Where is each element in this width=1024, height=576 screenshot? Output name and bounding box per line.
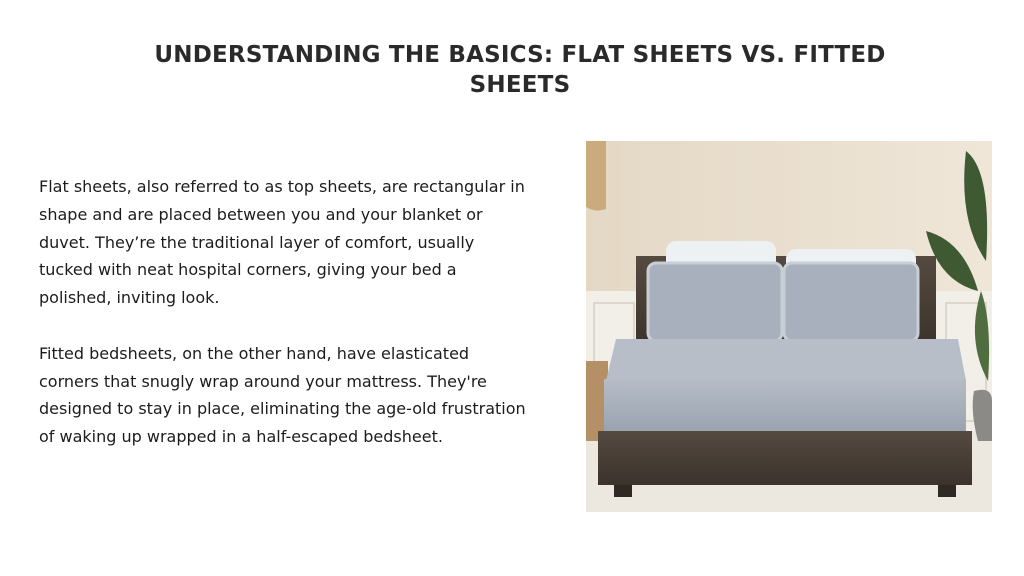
pillow-grey-left <box>648 263 782 341</box>
mattress-side <box>604 379 966 431</box>
mattress-top <box>606 339 966 381</box>
bed-photo <box>586 141 992 512</box>
bed-base <box>598 431 972 485</box>
pillow-grey-right <box>784 263 918 341</box>
paragraph-fitted-sheets: Fitted bedsheets, on the other hand, have elasticated corners that snugly wrap around your mattress. They're designed to stay in place, eliminating the age-old frustration of waking up wrapped in a half-escaped bedsheet. <box>39 343 526 447</box>
body-text <box>39 173 529 479</box>
wall-basket <box>586 141 606 211</box>
slide-title: UNDERSTANDING THE BASICS: FLAT SHEETS VS. FITTED SHEETS <box>154 42 886 98</box>
bed-illustration <box>586 141 992 512</box>
paragraph-flat-sheets: Flat sheets, also referred to as top sheets, are rectangular in shape and are placed between you and your blanket or duvet. They’re the traditional layer of comfort, usually tucked with neat hospital corners, giving your bed a polished, inviting look. <box>39 177 525 308</box>
